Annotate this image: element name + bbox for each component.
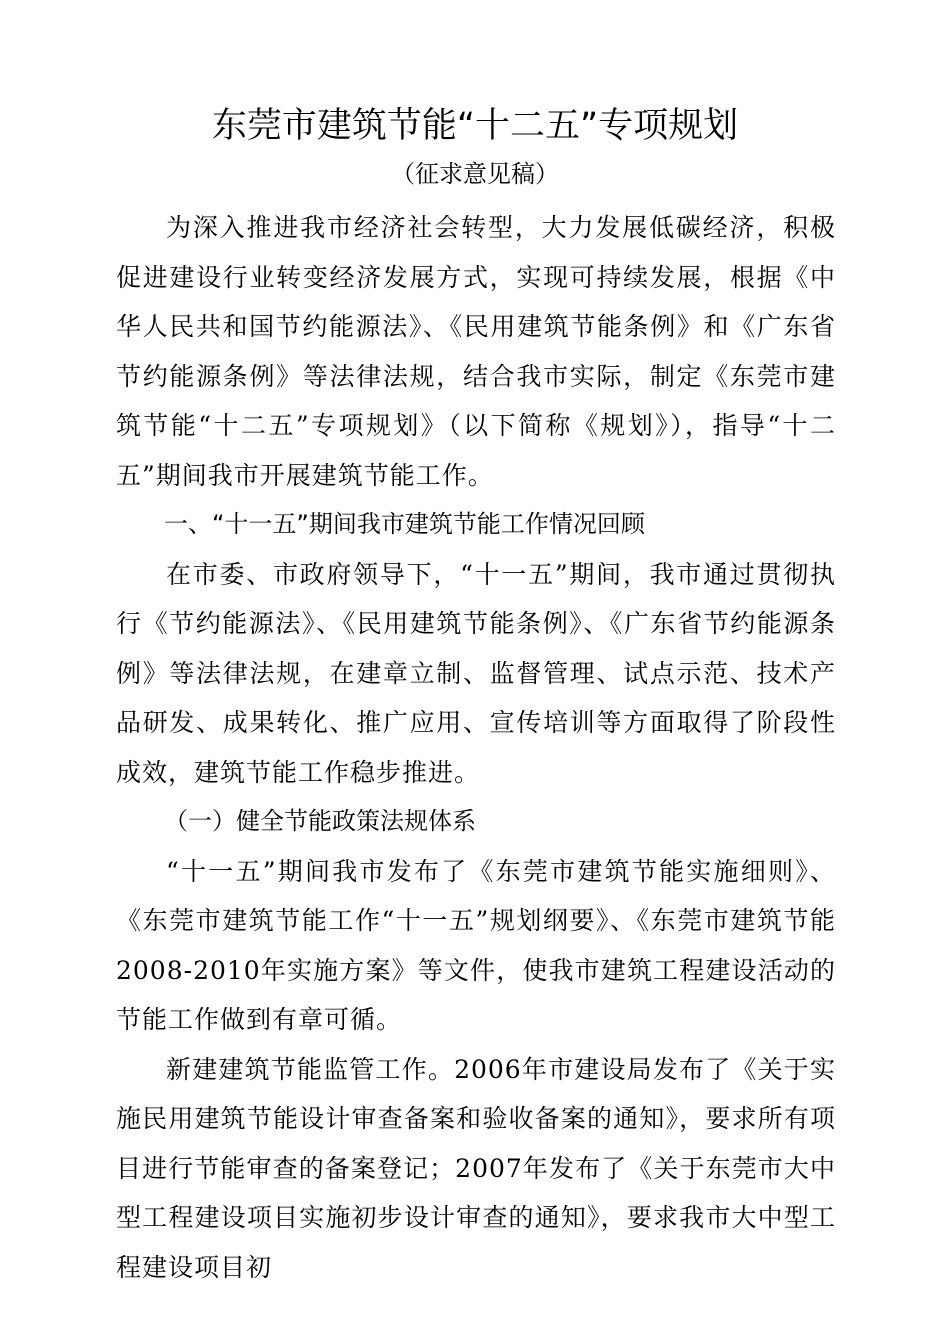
document-body [116, 203, 836, 1292]
document-subtitle: （征求意见稿） [391, 160, 559, 188]
subsection-paragraph-2: 新建建筑节能监管工作。2006年市建设局发布了《关于实施民用建筑节能设计审查备案和验收备案的通知》，要求所有项目进行节能审查的备案登记；2007年发布了《关于东莞市大中型工程建设项目实施初步设计审查的通知》，要求我市大中型工程建设项目初 [116, 1054, 836, 1282]
document-title: 东莞市建筑节能“十二五”专项规划 [211, 106, 739, 146]
subsection-paragraph-1: “十一五”期间我市发布了《东莞市建筑节能实施细则》、《东莞市建筑节能工作“十一五”规划纲要》、《东莞市建筑节能2008-2010年实施方案》等文件，使我市建筑工程建设活动的节能工作做到有章可循。 [116, 856, 836, 1034]
section-paragraph: 在市委、市政府领导下，“十一五”期间，我市通过贯彻执行《节约能源法》、《民用建筑节能条例》、《广东省节约能源条例》等法律法规，在建章立制、监督管理、试点示范、技术产品研发、成果转化、推广应用、宣传培训等方面取得了阶段性成效，建筑节能工作稳步推进。 [116, 559, 836, 787]
intro-paragraph: 为深入推进我市经济社会转型，大力发展低碳经济，积极促进建设行业转变经济发展方式，实现可持续发展，根据《中华人民共和国节约能源法》、《民用建筑节能条例》和《广东省节约能源条例》等法律法规，结合我市实际，制定《东莞市建筑节能“十二五”专项规划》（以下简称《规划》），指导“十二五”期间我市开展建筑节能工作。 [116, 213, 836, 490]
subsection-heading: （一）健全节能政策法规体系 [164, 807, 476, 835]
section-heading: 一、“十一五”期间我市建筑节能工作情况回顾 [164, 510, 645, 538]
